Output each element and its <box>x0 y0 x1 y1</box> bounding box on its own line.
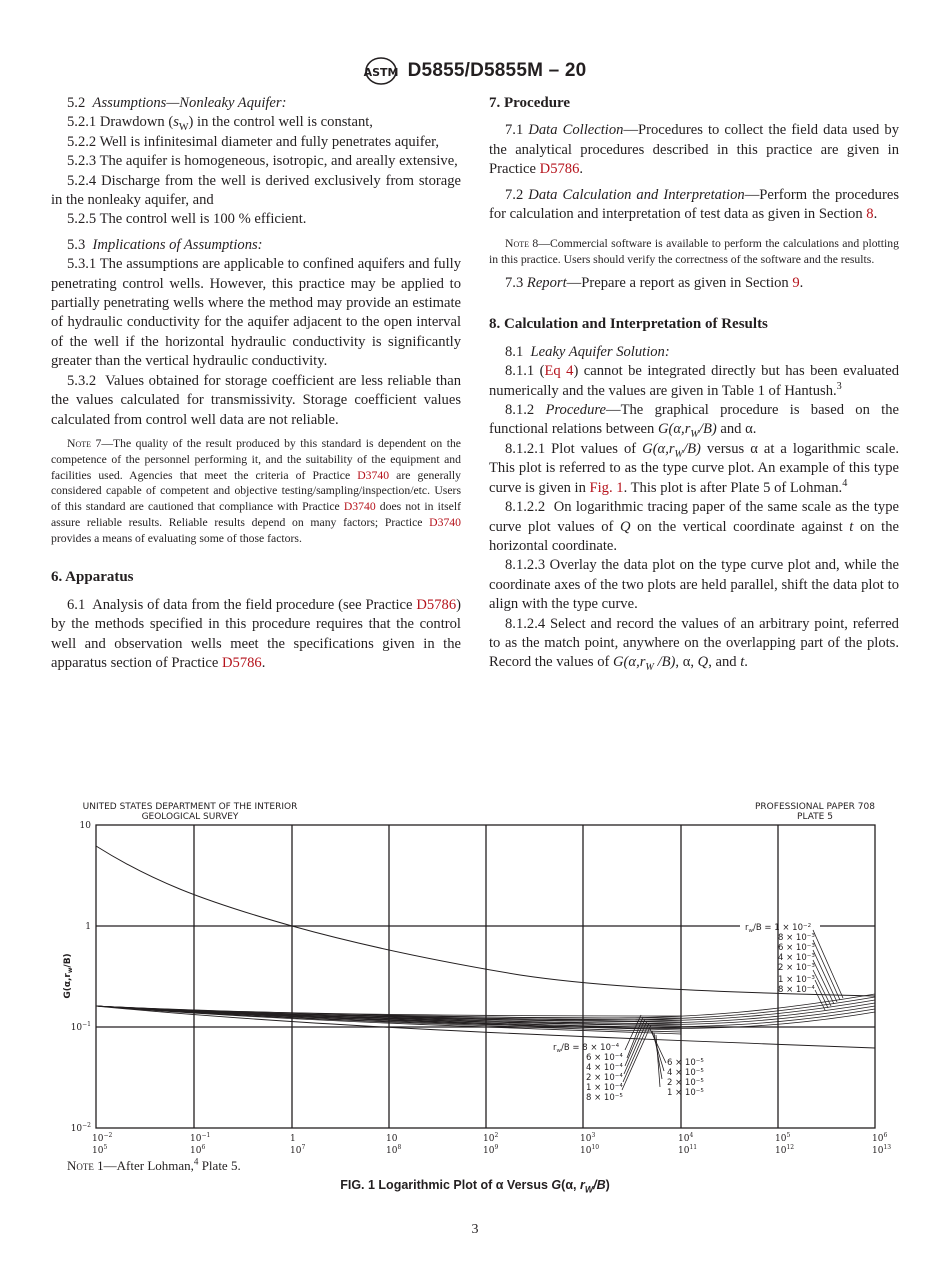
heading-procedure: 7. Procedure <box>489 95 571 111</box>
y-axis-ticks <box>71 821 92 1134</box>
svg-text:106: $10^6$ <box>190 1144 206 1156</box>
svg-text:4 × 10−5: $4 \times 10^{-5}$ <box>667 1068 704 1078</box>
svg-text:105: $10^5$ <box>775 1132 791 1144</box>
svg-text:1012: $10^{12}$ <box>775 1144 795 1156</box>
svg-text:6 × 10−5: $6 \times 10^{-5}$ <box>667 1058 704 1068</box>
leader-lines-middle <box>622 1015 666 1090</box>
section-7-1: 7.1 Data Collection—Procedures to collect the field data used by the analytical procedures described in this practice are given in Practice D5786. <box>489 122 899 178</box>
svg-text:2 × 10−3: $2 \times 10^{-3}$ <box>778 963 815 973</box>
note-7: Note 7—The quality of the result produced by this standard is dependent on the competence of the personnel performing it, and the suitability of the equipment and facilities used. Agencies that meet the criteria of Practice D3740 are generally considered capable of competent and objective testing/sampling/inspection/etc. Users of this standard are cautioned that compliance with Practice D3740 does not in itself assure reliable results. Reliable results depend on many factors; Practice D3740 provides a means of evaluating some of those factors. <box>51 436 461 545</box>
chart-header-right-1: PROFESSIONAL PAPER 708 <box>755 802 875 812</box>
chart-header-left-1: UNITED STATES DEPARTMENT OF THE INTERIOR <box>82 802 298 812</box>
section-5-2-1: 5.2.1 Drawdown $(s_W)$ in the control well is constant, <box>67 114 373 134</box>
link-d3740[interactable]: D3740 <box>429 515 461 529</box>
section-8-1-1: 8.1.1 (Eq 4) cannot be integrated directly but has been evaluated numerically and the values are given in Table 1 of Hantush.$^3$ <box>489 363 899 399</box>
note-8: Note 8—Commercial software is available to perform the calculations and plotting in this practice. Users should verify the correctness of the software and the results. <box>489 237 899 267</box>
svg-text:4 × 10−4: $4 \times 10^{-4}$ <box>586 1063 623 1073</box>
heading-calculation: 8. Calculation and Interpretation of Results <box>489 316 768 333</box>
svg-text:rw/B = 1 × 10−2: $r_w/B = 1 \times 10^{-2}$ <box>745 923 812 934</box>
svg-text:102: $10^2$ <box>483 1132 499 1144</box>
svg-text:6 × 10−4: $6 \times 10^{-4}$ <box>586 1053 623 1063</box>
svg-text:1 × 10−5: $1 \times 10^{-5}$ <box>667 1088 704 1098</box>
svg-text:1: 1 <box>290 1134 296 1144</box>
y-axis-label: $G(\alpha,r_w/B)$ <box>63 953 74 999</box>
svg-text:rw/B = 8 × 10−4: $r_w/B = 8 \times 10^{-4}$ <box>553 1043 620 1054</box>
svg-text:4 × 10−3: $4 \times 10^{-3}$ <box>778 953 815 963</box>
svg-text:10−1: $10^{-1}$ <box>70 1021 91 1033</box>
section-7-3: 7.3 Report—Prepare a report as given in Section 9. <box>505 275 804 292</box>
page-header <box>0 56 950 86</box>
link-fig-1[interactable]: Fig. 1 <box>589 479 624 496</box>
svg-text:106: $10^6$ <box>872 1132 888 1144</box>
svg-text:103: $10^3$ <box>580 1132 596 1144</box>
section-8-1-2-4: 8.1.2.4 Select and record the values of an arbitrary point, referred to as the match point, anywhere on the overlapping part of the plots. Record the values of $G(\alpha,r_W$ /B), α, Q, and t. <box>489 615 899 674</box>
svg-text:1011: $10^{11}$ <box>678 1144 698 1156</box>
link-d5786[interactable]: D5786 <box>222 655 262 672</box>
section-5-3-2: 5.3.2 Values obtained for storage coefficient are less reliable than the values calculated for transmissivity. Storage coefficient values calculated from control well data are not reliable. <box>51 372 461 428</box>
page-number: 3 <box>471 1222 479 1237</box>
svg-text:8 × 10−4: $8 \times 10^{-4}$ <box>778 985 815 995</box>
svg-text:108: $10^8$ <box>386 1144 402 1156</box>
section-6-1: 6.1 Analysis of data from the field procedure (see Practice D5786) by the methods specified in this procedure requires that the control well and observation wells meet the specifications given in the apparatus section of Practice D5786. <box>51 596 461 672</box>
svg-text:10: 10 <box>386 1134 398 1144</box>
svg-text:ASTM: ASTM <box>363 66 399 79</box>
section-8-1-2: 8.1.2 Procedure—The graphical procedure is based on the functional relations between $G(\alpha,r_W/B)$ and α. <box>489 402 899 441</box>
x-axis-ticks <box>92 1132 891 1156</box>
svg-text:105: $10^5$ <box>92 1144 108 1156</box>
left-column <box>51 94 461 674</box>
link-d5786[interactable]: D5786 <box>416 596 457 613</box>
heading-apparatus: 6. Apparatus <box>51 569 134 586</box>
svg-text:1: 1 <box>85 922 91 932</box>
svg-text:10−2: $10^{-2}$ <box>70 1122 91 1134</box>
svg-text:1 × 10−4: $1 \times 10^{-4}$ <box>586 1083 623 1093</box>
legend-right-group <box>745 923 815 995</box>
leader-lines-right <box>813 930 843 1010</box>
svg-text:10−2: $10^{-2}$ <box>92 1132 113 1144</box>
legend-middle-group <box>553 1043 623 1103</box>
svg-text:8 × 10−5: $8 \times 10^{-5}$ <box>586 1093 623 1103</box>
link-d5786[interactable]: D5786 <box>539 161 580 178</box>
svg-text:109: $10^9$ <box>483 1144 499 1156</box>
link-section-8[interactable]: 8 <box>866 206 874 223</box>
section-8-1: 8.1 Leaky Aquifer Solution: <box>505 343 670 360</box>
svg-text:2 × 10−5: $2 \times 10^{-5}$ <box>667 1078 704 1088</box>
legend-small-group <box>667 1058 704 1098</box>
figure-caption: FIG. 1 Logarithmic Plot of α Versus G(α, $r_W/B$) <box>340 1178 610 1195</box>
type-curve-chart <box>0 795 950 1156</box>
section-8-1-2-2: 8.1.2.2 On logarithmic tracing paper of the same scale as the type curve plot values of Q on the vertical coordinate against t on the horizontal coordinate. <box>489 499 899 554</box>
svg-text:2 × 10−4: $2 \times 10^{-4}$ <box>586 1073 623 1083</box>
chart-grid <box>96 825 875 1128</box>
svg-text:10−1: $10^{-1}$ <box>190 1132 211 1144</box>
svg-text:1013: $10^{13}$ <box>872 1144 892 1156</box>
section-8-1-2-1: 8.1.2.1 Plot values of $G(\alpha,r_W/B)$ versus α at a logarithmic scale. This plot is referred to as the type curve plot. An example of this type curve is given in Fig. 1. This plot is after Plate 5 of Lohman.$^4$ <box>489 440 899 496</box>
link-d3740[interactable]: D3740 <box>357 468 390 482</box>
link-eq-4[interactable]: Eq 4 <box>544 363 574 380</box>
svg-text:10: 10 <box>79 821 91 831</box>
link-d3740[interactable]: D3740 <box>343 500 376 514</box>
section-5-3: 5.3 Implications of Assumptions: <box>67 236 263 253</box>
svg-text:6 × 10−3: $6 \times 10^{-3}$ <box>778 943 815 953</box>
right-column <box>489 94 899 673</box>
section-5-2-4: 5.2.4 Discharge from the well is derived exclusively from storage in the nonleaky aquifer, and <box>51 172 461 209</box>
section-5-2: 5.2 Assumptions—Nonleaky Aquifer: <box>67 95 287 111</box>
svg-text:1 × 10−3: $1 \times 10^{-3}$ <box>778 975 815 985</box>
chart-svg <box>0 795 950 1156</box>
section-5-3-1: 5.3.1 The assumptions are applicable to confined aquifers and fully penetrating control wells. However, this practice may be applied to partially penetrating wells where the method may provide an estimate of hydraulic conductivity for the aquifer adjacent to the open interval of the well if the horizontal hydraulic conductivity is significantly greater than the vertical hydraulic conductivity. <box>51 256 461 370</box>
svg-text:104: $10^4$ <box>678 1132 694 1144</box>
section-5-2-3: 5.2.3 The aquifer is homogeneous, isotropic, and areally extensive, <box>67 153 458 170</box>
section-8-1-2-3: 8.1.2.3 Overlay the data plot on the type curve plot and, while the coordinate axes of the two plots are held parallel, shift the data plot to align with the type curve. <box>489 557 899 613</box>
astm-logo-icon <box>364 56 398 86</box>
document-title: D5855/D5855M – 20 <box>407 60 587 81</box>
chart-header-left-2: GEOLOGICAL SURVEY <box>141 812 239 822</box>
link-section-9[interactable]: 9 <box>792 275 800 292</box>
figure-note: Note 1—After Lohman,$^4$ Plate 5. <box>67 1156 241 1173</box>
section-5-2-5: 5.2.5 The control well is 100 % efficient. <box>67 211 307 228</box>
section-5-2-2: 5.2.2 Well is infinitesimal diameter and fully penetrates aquifer, <box>67 133 440 150</box>
svg-text:8 × 10−3: $8 \times 10^{-3}$ <box>778 933 815 943</box>
svg-text:1010: $10^{10}$ <box>580 1144 600 1156</box>
chart-header-right-2: PLATE 5 <box>797 812 833 822</box>
section-7-2: 7.2 Data Calculation and Interpretation—Perform the procedures for calculation and interpretation of test data as given in Section 8. <box>489 186 899 223</box>
svg-text:107: $10^7$ <box>290 1144 306 1156</box>
